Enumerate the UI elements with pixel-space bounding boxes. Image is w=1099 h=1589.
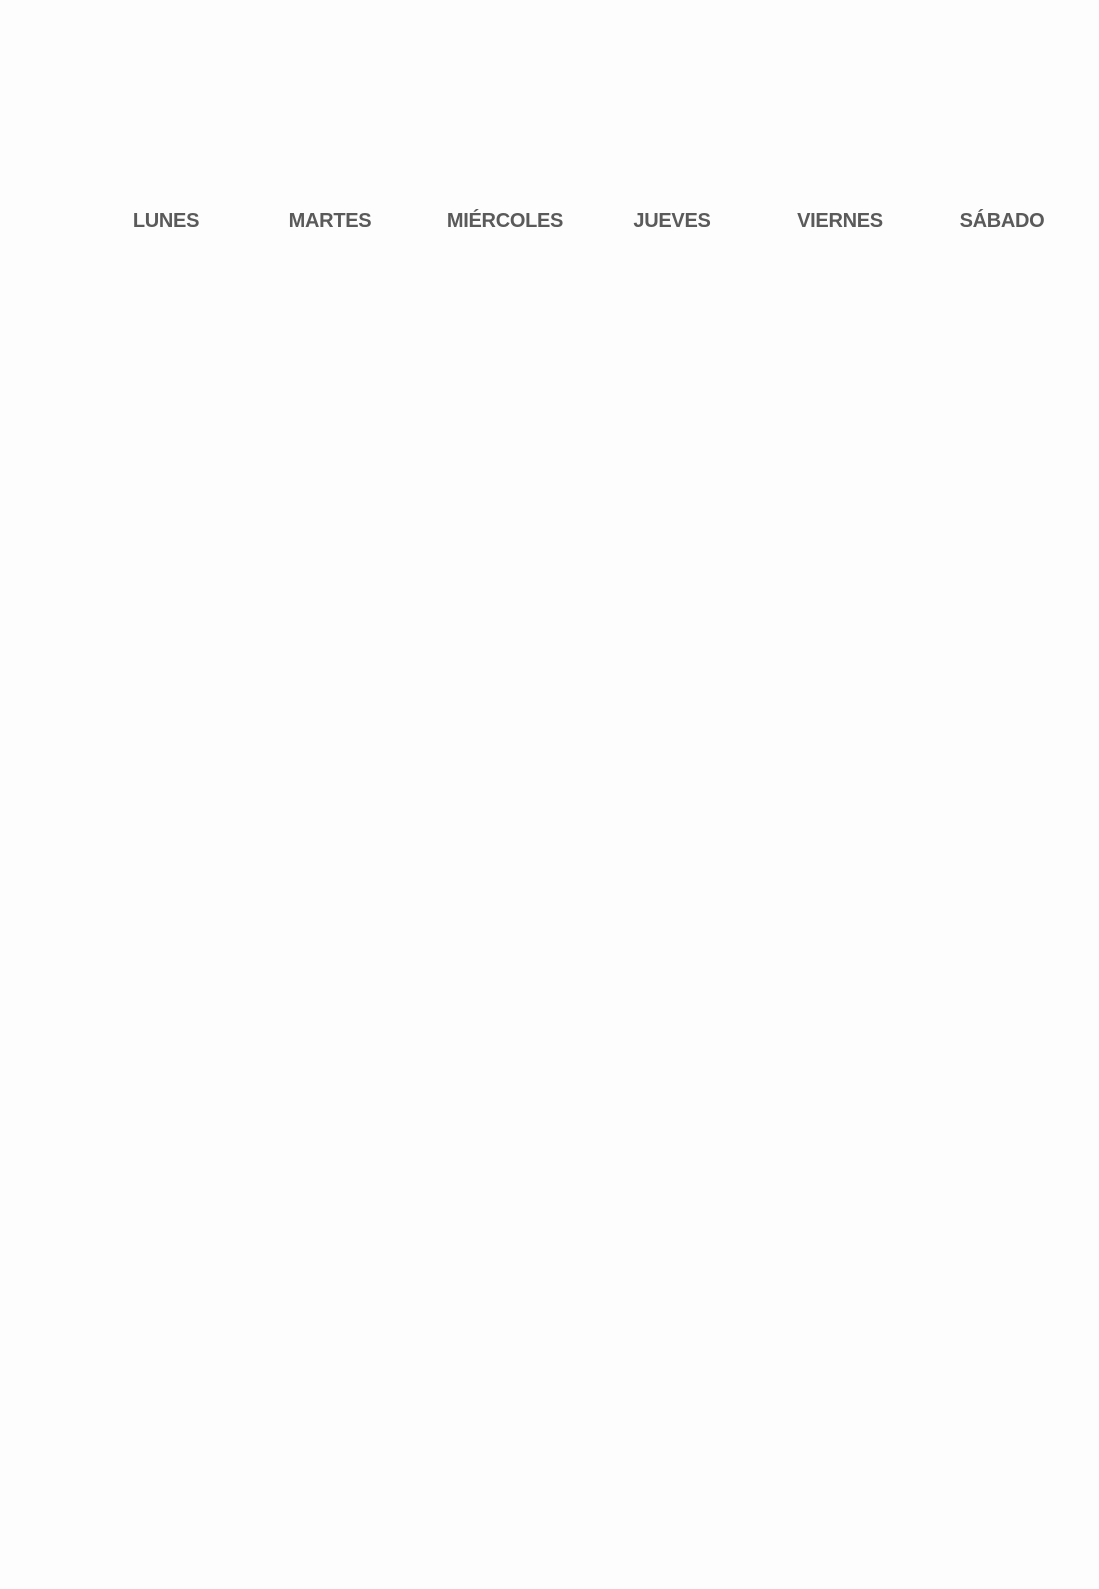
tab-martes[interactable]: MARTES (288, 210, 372, 232)
tab-sabado[interactable]: SÁBADO (959, 210, 1045, 232)
schedule-content-area (0, 246, 1099, 1589)
tab-jueves[interactable]: JUEVES (633, 210, 711, 232)
tab-lunes[interactable]: LUNES (132, 210, 200, 232)
tab-miercoles[interactable]: MIÉRCOLES (446, 210, 564, 232)
tab-viernes[interactable]: VIERNES (797, 210, 883, 232)
weekday-tabs (0, 196, 1099, 246)
